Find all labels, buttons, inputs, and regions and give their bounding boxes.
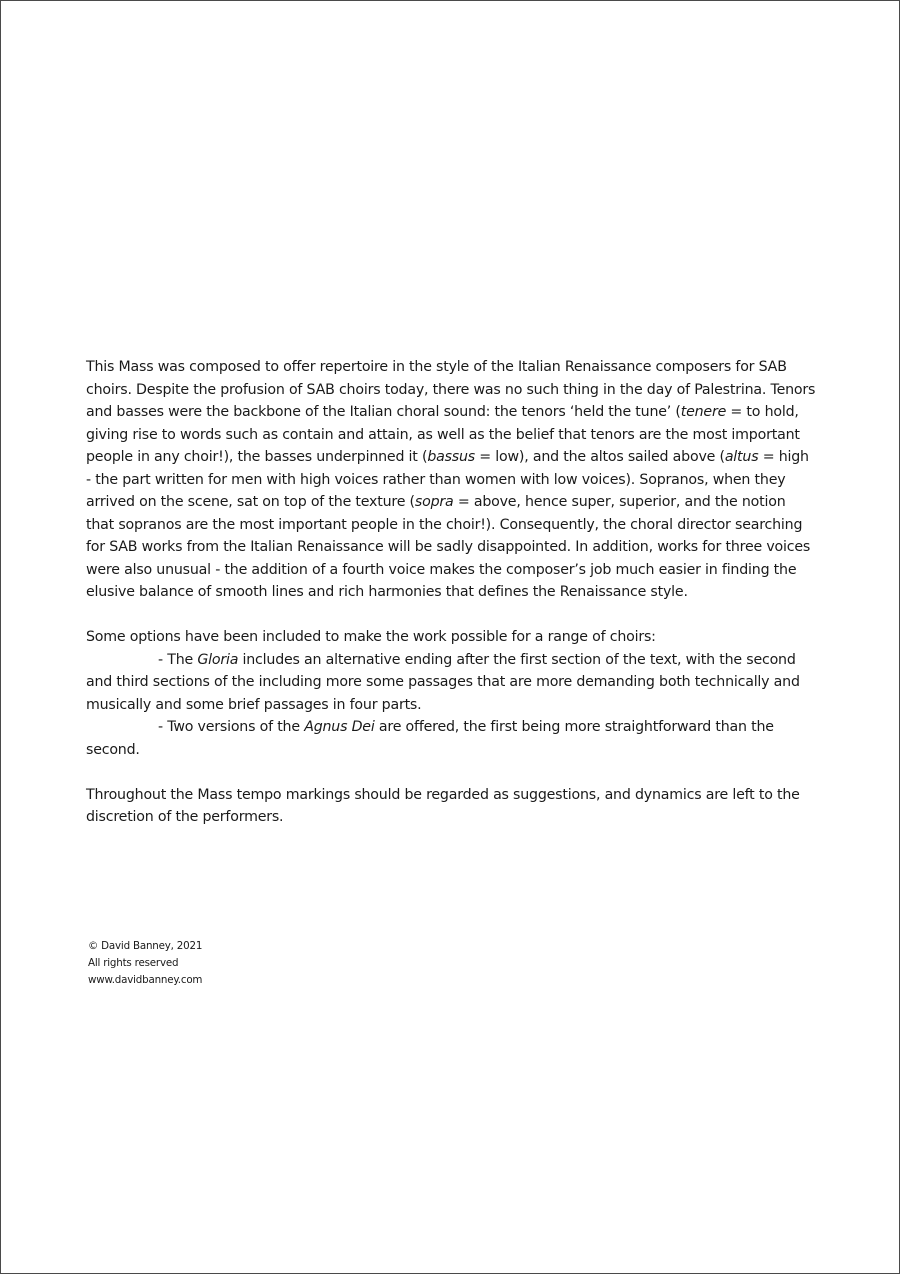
option-agnus-dei xyxy=(86,716,816,761)
options-intro: Some options have been included to make the work possible for a range of choirs: xyxy=(86,629,656,645)
rights-notice: All rights reserved xyxy=(88,957,179,969)
footer xyxy=(88,938,202,989)
option-gloria xyxy=(86,649,816,717)
website-link[interactable]: www.davidbanney.com xyxy=(88,974,203,986)
paragraph-text: = to hold, giving rise to words such as contain and attain, as well as the belief that tenors are the most important people in any choir!), the basses underpinned it ( xyxy=(86,404,800,465)
latin-term: altus xyxy=(724,449,759,465)
latin-term: sopra xyxy=(414,494,454,510)
work-title: Gloria xyxy=(197,651,239,668)
preface-body xyxy=(86,356,816,829)
option-prefix: - The xyxy=(158,651,198,668)
closing-paragraph: Throughout the Mass tempo markings should be regarded as suggestions, and dynamics are left to the discretion of the performers. xyxy=(86,786,800,825)
option-text: are offered, the first being more straightforward than the second. xyxy=(86,719,774,758)
work-title: Agnus Dei xyxy=(304,719,375,735)
latin-term: bassus xyxy=(427,449,475,465)
option-text: includes an alternative ending after the first section of the text, with the second and third sections of the including more some passages that are more demanding both technically and musically and some brief passages in four parts. xyxy=(86,651,800,713)
latin-term: tenere xyxy=(680,404,727,420)
paragraph-text: = low), and the altos sailed above ( xyxy=(474,449,725,465)
preface-paragraph xyxy=(86,356,816,604)
paragraph-text: This Mass was composed to offer repertoire in the style of the Italian Renaissance composers for SAB choirs. Despite the profusion of SAB choirs today, there was no such thing in the day of Palestrina. Tenors and basses were the backbone of the Italian choral sound: the tenors ‘held the tune’ ( xyxy=(86,359,816,420)
paragraph-text: = above, hence super, superior, and the notion that sopranos are the most important people in the choir!). Consequently, the choral director searching for SAB works from the Italian Renaissance will be sadly disappointed. In addition, works for three voices were also unusual - the addition of a fourth voice makes the composer’s job much easier in finding the elusive balance of smooth lines and rich harmonies that defines the Renaissance style. xyxy=(86,494,811,600)
copyright-notice: © David Banney, 2021 xyxy=(88,940,203,952)
paragraph-text: = high - the part written for men with high voices rather than women with low voices). Sopranos, when they arrived on the scene, sat on top of the texture ( xyxy=(86,449,809,510)
option-prefix: - Two versions of the xyxy=(158,719,305,735)
